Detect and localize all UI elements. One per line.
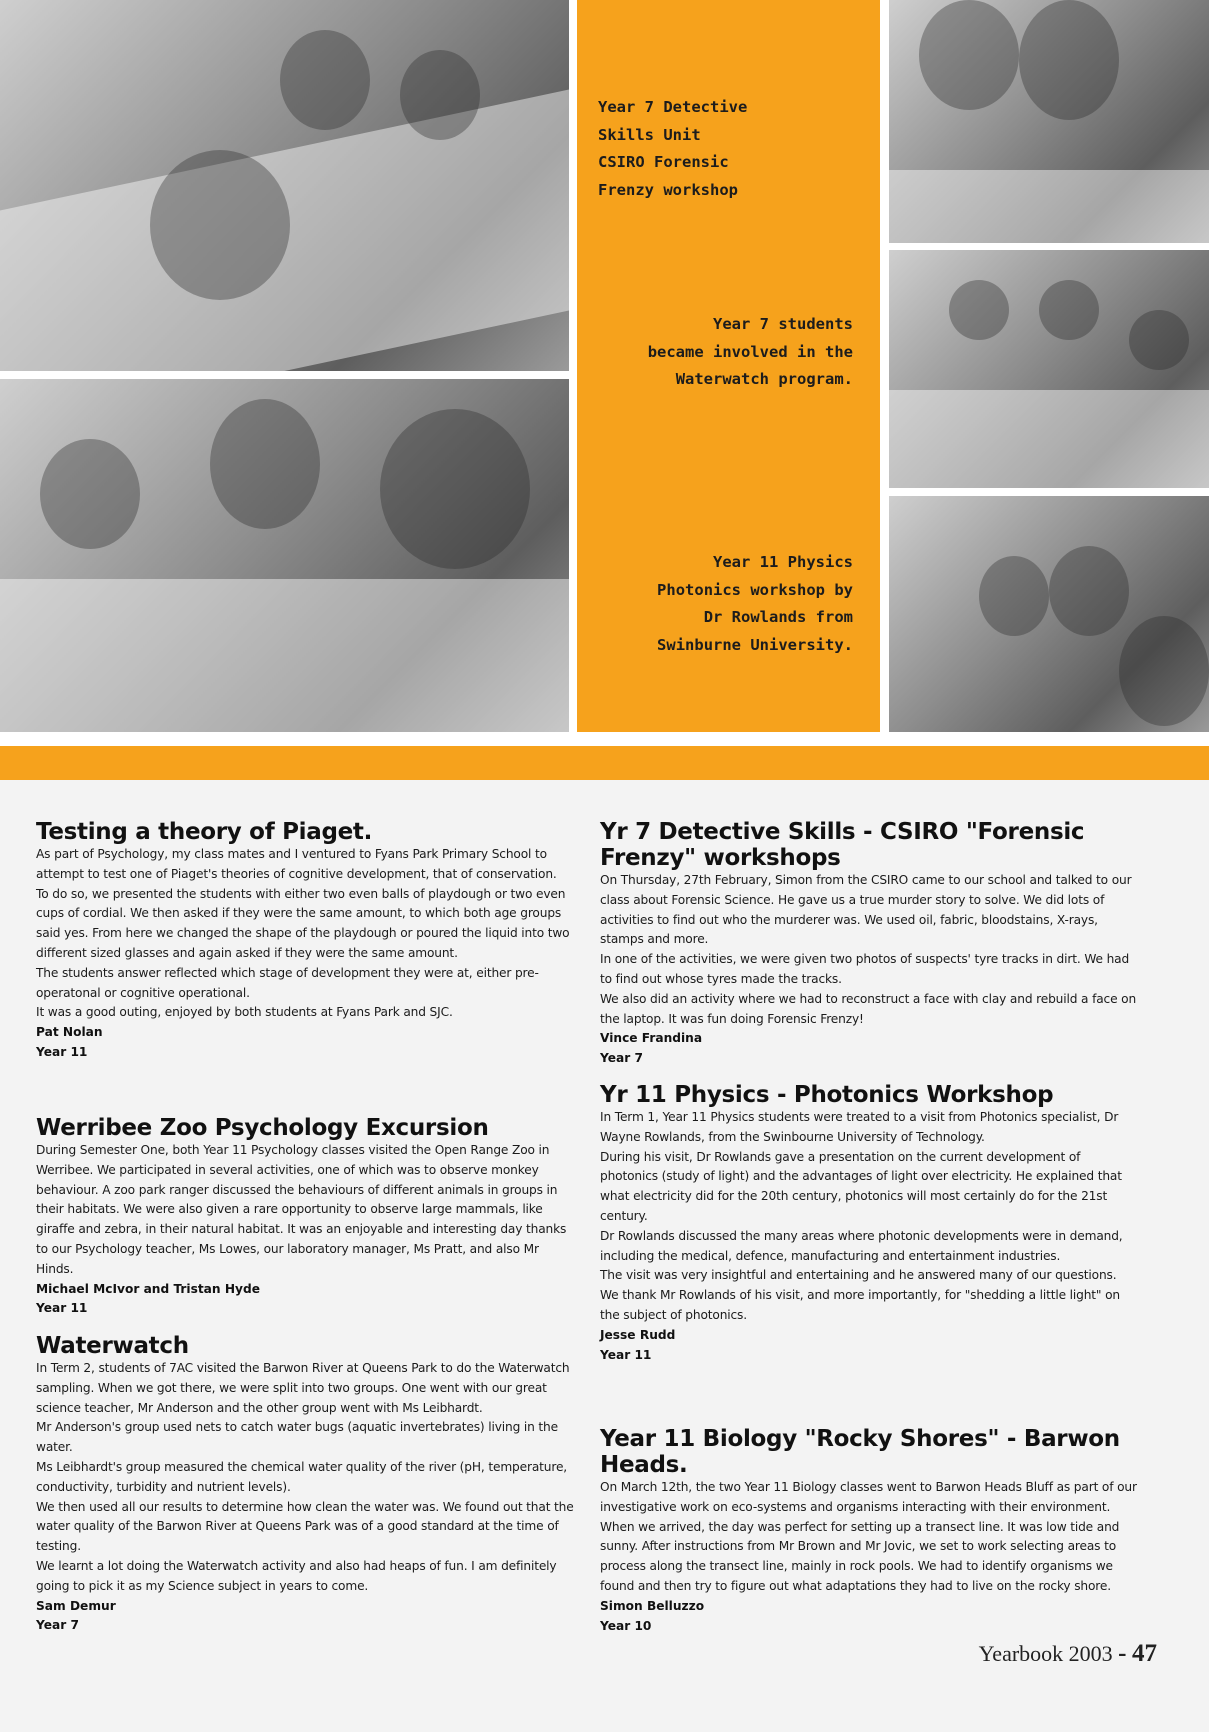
caption-line: Year 7 Detective <box>598 98 748 116</box>
article-author: Jesse Rudd <box>600 1327 676 1342</box>
article-paragraph: On Thursday, 27th February, Simon from the CSIRO came to our school and talked to our class about Forensic Science. He gave us a true murder story to solve. We did lots of activities to find out who the murderer was. We used oil, fabric, bloodstains, X-rays, stamps and more. <box>600 873 1132 947</box>
article-photonics <box>600 1082 1140 1365</box>
article-piaget <box>36 819 576 1063</box>
article-author: Vince Frandina <box>600 1031 703 1046</box>
article-year: Year 10 <box>600 1618 652 1633</box>
page-number: 47 <box>1132 1640 1157 1667</box>
article-title: Werribee Zoo Psychology Excursion <box>36 1115 489 1141</box>
article-area <box>0 780 1209 1732</box>
photo-physics-workshop <box>889 496 1209 732</box>
article-year: Year 11 <box>36 1044 88 1059</box>
article-paragraph: In Term 2, students of 7AC visited the Barwon River at Queens Park to do the Waterwatch sampling. When we got there, we were split into two groups. One went with our great science teacher, Mr Anderson and the other group went with Ms Leibhardt. <box>36 1361 570 1415</box>
divider-band <box>0 746 1209 780</box>
article-waterwatch <box>36 1333 576 1636</box>
caption-line: Waterwatch program. <box>675 370 853 388</box>
page-footer <box>979 1640 1157 1668</box>
caption-panel <box>577 0 880 732</box>
article-title: Yr 7 Detective Skills - CSIRO "Forensic Frenzy" workshops <box>600 819 1085 871</box>
article-author: Sam Demur <box>36 1598 116 1613</box>
article-title: Waterwatch <box>36 1333 189 1359</box>
article-paragraph: During his visit, Dr Rowlands gave a presentation on the current development of photonics (study of light) and the advantages of light over electricity. He explained that what electricity did for the 20th century, photonics will most certainly do for the 21st century. <box>600 1149 1122 1223</box>
article-paragraph: We then used all our results to determine how clean the water was. We found out that the water quality of the Barwon River at Queens Park was of a good standard at the time of testing. <box>36 1499 574 1554</box>
caption-line: Skills Unit <box>598 125 701 144</box>
article-year: Year 7 <box>36 1618 79 1633</box>
article-paragraph: On March 12th, the two Year 11 Biology classes went to Barwon Heads Bluff as part of our investigative work on eco-systems and organisms interacting with their environment. When we arrived, the day was perfect for setting up a transect line. It was low tide and sunny. After instructions from Mr Brown and Mr Jovic, we set to work selecting areas to process along the transect line, mainly in rock pools. We had to identify organisms we found and then try to figure out what adaptations they had to live on the rocky shore. <box>600 1480 1137 1593</box>
caption-line: Photonics workshop by <box>657 580 853 599</box>
article-author: Simon Belluzzo <box>600 1598 705 1613</box>
article-paragraph: The visit was very insightful and entertaining and he answered many of our questions. <box>600 1268 1117 1283</box>
article-werribee-zoo <box>36 1115 576 1319</box>
article-paragraph: We learnt a lot doing the Waterwatch activity and also had heaps of fun. I am definitely going to pick it as my Science subject in years to come. <box>36 1558 557 1593</box>
article-author: Michael McIvor and Tristan Hyde <box>36 1281 260 1296</box>
article-paragraph: In one of the activities, we were given two photos of suspects' tyre tracks in dirt. We had to find out whose tyres made the tracks. <box>600 952 1130 986</box>
article-paragraph: We also did an activity where we had to reconstruct a face with clay and rebuild a face on the laptop. It was fun doing Forensic Frenzy! <box>600 991 1137 1026</box>
article-paragraph: It was a good outing, enjoyed by both students at Fyans Park and SJC. <box>36 1005 453 1020</box>
article-paragraph: Dr Rowlands discussed the many areas where photonic developments were in demand, including the medical, defence, manufacturing and entertainment industries. <box>600 1228 1123 1263</box>
article-author: Pat Nolan <box>36 1025 103 1040</box>
caption-line: became involved in the <box>647 342 853 361</box>
publication-name: Yearbook 2003 <box>978 1641 1113 1666</box>
caption-physics-photonics <box>657 549 853 659</box>
article-paragraph: Mr Anderson's group used nets to catch water bugs (aquatic invertebrates) living in the water. <box>36 1420 558 1455</box>
article-year: Year 11 <box>600 1347 652 1362</box>
photo-forensic-workshop <box>889 0 1209 243</box>
caption-line: Swinburne University. <box>657 635 853 654</box>
article-paragraph: Ms Leibhardt's group measured the chemical water quality of the river (pH, temperature, conductivity, turbidity and nutrient levels). <box>36 1459 568 1494</box>
article-paragraph: We thank Mr Rowlands of his visit, and more importantly, for "shedding a little light" on the subject of photonics. <box>600 1288 1120 1322</box>
photo-microscope-students <box>0 0 569 371</box>
caption-line: CSIRO Forensic <box>598 153 729 171</box>
article-title: Testing a theory of Piaget. <box>36 819 373 845</box>
caption-line: Frenzy workshop <box>598 180 738 199</box>
caption-line: Year 7 students <box>713 315 853 333</box>
article-title: Yr 11 Physics - Photonics Workshop <box>600 1082 1054 1108</box>
article-rocky-shores <box>600 1426 1140 1636</box>
article-paragraph: During Semester One, both Year 11 Psychology classes visited the Open Range Zoo in Werribee. We participated in several activities, one of which was to observe monkey behaviour. A zoo park ranger discussed the behaviours of different animals in groups in their habitats. We were also given a rare opportunity to observe large mammals, like giraffe and zebra, in their natural habitat. It was an enjoyable and interesting day thanks to our Psychology teacher, Ms Lowes, our laboratory manager, Ms Pratt, and also Mr Hinds. <box>36 1143 567 1276</box>
photo-waterwatch-group <box>889 250 1209 488</box>
article-paragraph: The students answer reflected which stage of development they were at, either pre-operatonal or cognitive operational. <box>36 965 539 1000</box>
photo-dissection-students <box>0 379 569 732</box>
article-year: Year 7 <box>600 1051 643 1066</box>
article-paragraph: To do so, we presented the students with either two even balls of playdough or two even cups of cordial. We then asked if they were the same amount, to which both age groups said yes. From here we changed the shape of the playdough or poured the liquid into two different sized glasses and again asked if they were the same amount. <box>36 886 570 960</box>
article-forensic-frenzy <box>600 819 1140 1069</box>
article-paragraph: As part of Psychology, my class mates and I ventured to Fyans Park Primary School to attempt to test one of Piaget's theories of cognitive development, that of conservation. <box>36 847 557 881</box>
caption-line: Dr Rowlands from <box>703 608 853 626</box>
footer-separator: - <box>1118 1640 1127 1667</box>
caption-detective-skills <box>598 94 747 204</box>
article-paragraph: In Term 1, Year 11 Physics students were treated to a visit from Photonics specialist, Dr Wayne Rowlands, from the Swinbourne University of Technology. <box>600 1110 1119 1144</box>
caption-waterwatch <box>648 311 853 394</box>
article-title: Year 11 Biology "Rocky Shores" - Barwon Heads. <box>600 1426 1120 1478</box>
caption-line: Year 11 Physics <box>713 553 853 571</box>
article-year: Year 11 <box>36 1301 88 1316</box>
